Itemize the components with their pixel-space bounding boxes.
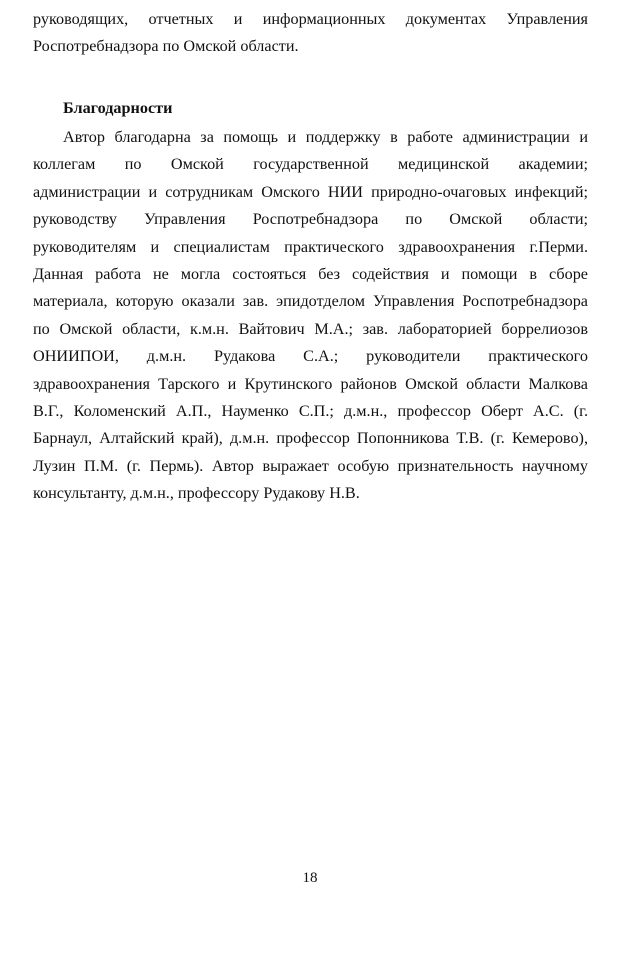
section-heading: Благодарности [63,99,173,117]
text-line: администрации и сотрудникам Омского НИИ природно-очаговых инфекций; [33,182,588,201]
text-line: руководящих, отчетных и информационных документах Управления [33,10,588,28]
text-line: В.Г., Коломенский А.П., Науменко С.П.; д.м.н., профессор Оберт А.С. (г. [33,401,588,420]
text-line: Лузин П.М. (г. Пермь). Автор выражает особую признательность научному [33,456,588,475]
text-line: руководству Управления Роспотребнадзора по Омской области; [33,210,588,229]
page-number: 18 [302,870,318,886]
text-line: коллегам по Омской государственной медицинской академии; [33,155,588,174]
intro-paragraph [33,6,588,61]
text-line: Барнаул, Алтайский край), д.м.н. профессор Попонникова Т.В. (г. Кемерово), [33,429,588,448]
text-line: здравоохранения Тарского и Крутинского районов Омской области Малкова [33,374,588,393]
text-line: по Омской области, к.м.н. Вайтович М.А.; зав. лабораторией боррелиозов [33,319,588,338]
text-line: Роспотребнадзора по Омской области. [33,37,299,56]
text-line: материала, которую оказали зав. эпидотделом Управления Роспотребнадзора [33,292,588,311]
text-line: ОНИИПОИ, д.м.н. Рудакова С.А.; руководители практического [33,347,588,366]
text-line: Данная работа не могла состояться без содействия и помощи в сборе [33,264,588,283]
text-line: руководителям и специалистам практического здравоохранения г.Перми. [33,237,588,256]
text-line: Автор благодарна за помощь и поддержку в работе администрации и [63,128,588,146]
text-line: консультанту, д.м.н., профессору Рудакову Н.В. [33,484,360,503]
acknowledgements-paragraph [33,124,588,507]
